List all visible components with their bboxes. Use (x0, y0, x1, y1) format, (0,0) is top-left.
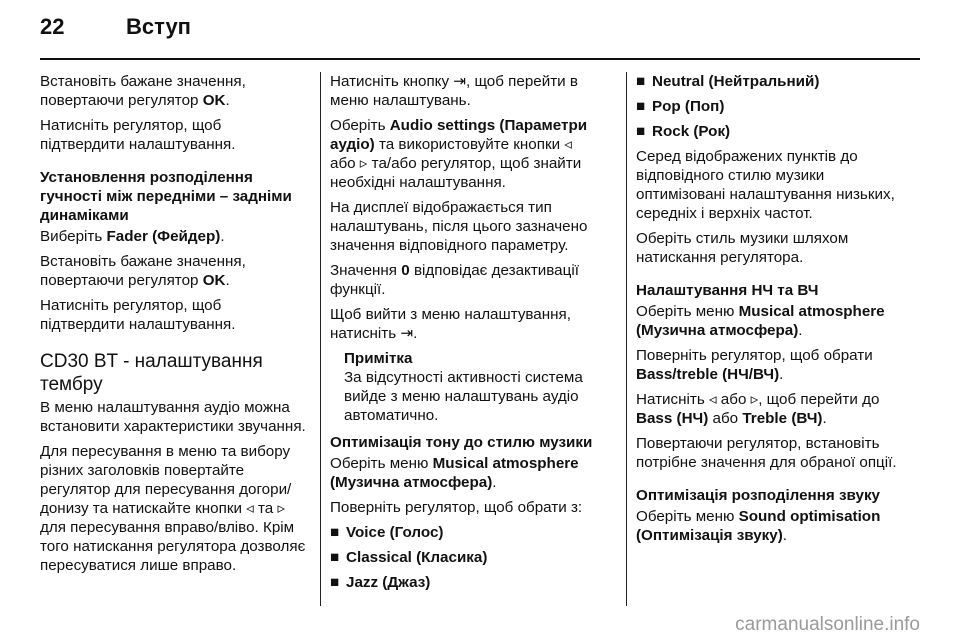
paragraph: Повертаючи регулятор, встановіть потрібне значення для обраної опції. (636, 435, 897, 471)
list-item: ■ Voice (Голос) (330, 524, 444, 541)
column-1 (40, 72, 308, 581)
paragraph: Натисніть ◃ або ▹, щоб перейти до Bass (НЧ) або Treble (ВЧ). (636, 391, 880, 427)
bullet-icon: ■ (330, 549, 340, 566)
list-item: ■ Pop (Поп) (636, 98, 725, 115)
paragraph: Встановіть бажане значення, повертаючи регулятор OK. (40, 73, 246, 109)
header-rule (40, 58, 920, 60)
section-heading: Налаштування НЧ та ВЧ (636, 282, 819, 299)
bullet-icon: ■ (636, 73, 646, 90)
list-item: ■ Jazz (Джаз) (330, 574, 431, 591)
section-heading: Установлення розподілення гучності між передніми – задніми динаміками (40, 169, 292, 224)
paragraph: На дисплеї відображається тип налаштувань, після цього зазначено значення відповідного параметру. (330, 199, 588, 254)
chapter-heading: CD30 BT - налаштування тембру (40, 351, 263, 395)
paragraph: Оберіть меню Musical atmosphere (Музична атмосфера). (330, 455, 579, 491)
page-number: 22 (40, 14, 65, 39)
bullet-icon: ■ (636, 98, 646, 115)
note-title: Примітка (344, 350, 413, 367)
paragraph: Натисніть кнопку ⇥, щоб перейти в меню налаштувань. (330, 73, 578, 109)
list-item: ■ Neutral (Нейтральний) (636, 73, 820, 90)
column-divider (320, 72, 321, 606)
paragraph: Значення 0 відповідає дезактивації функції. (330, 262, 579, 298)
paragraph: Оберіть стиль музики шляхом натискання регулятора. (636, 230, 849, 266)
paragraph: Поверніть регулятор, щоб обрати Bass/treble (НЧ/ВЧ). (636, 347, 873, 383)
list-item: ■ Classical (Класика) (330, 549, 488, 566)
list-item: ■ Rock (Рок) (636, 123, 731, 140)
bullet-icon: ■ (636, 123, 646, 140)
paragraph: Натисніть регулятор, щоб підтвердити налаштування. (40, 297, 236, 333)
section-heading: Оптимізація розподілення звуку (636, 487, 880, 504)
paragraph: Оберіть меню Musical atmosphere (Музична атмосфера). (636, 303, 885, 339)
page-title: Вступ (126, 14, 191, 39)
column-2 (330, 72, 598, 598)
column-divider (626, 72, 627, 606)
paragraph: Виберіть Fader (Фейдер). (40, 228, 225, 245)
watermark: carmanualsonline.info (735, 614, 920, 635)
paragraph: Натисніть регулятор, щоб підтвердити налаштування. (40, 117, 236, 153)
bullet-icon: ■ (330, 574, 340, 591)
paragraph: Щоб вийти з меню налаштування, натисніть ⇥. (330, 306, 571, 342)
paragraph: Оберіть Audio settings (Параметри аудіо) та використовуйте кнопки ◃ або ▹ та/або регулятор, щоб знайти необхідні налаштування. (330, 117, 588, 191)
paragraph: Встановіть бажане значення, повертаючи регулятор OK. (40, 253, 246, 289)
bullet-icon: ■ (330, 524, 340, 541)
paragraph: Поверніть регулятор, щоб обрати з: (330, 499, 583, 516)
page-header (40, 14, 191, 54)
paragraph: Оберіть меню Sound optimisation (Оптимізація звуку). (636, 508, 881, 544)
note-box (330, 349, 598, 425)
note-text: За відсутності активності система вийде з меню налаштувань аудіо автоматично. (344, 369, 583, 424)
paragraph: Для пересування в меню та вибору різних заголовків повертайте регулятор для пересування догори/донизу та натискайте кнопки ◃ та ▹ для пересування вправо/вліво. Крім того натискання регулятора дозволяє пересуватися лише вправо. (40, 443, 306, 574)
paragraph: В меню налаштування аудіо можна встановити характеристики звучання. (40, 399, 306, 435)
column-3 (636, 72, 904, 551)
section-heading: Оптимізація тону до стилю музики (330, 434, 593, 451)
paragraph: Серед відображених пунктів до відповідного стилю музики оптимізовані налаштування низьких, середніх і верхніх частот. (636, 148, 895, 222)
